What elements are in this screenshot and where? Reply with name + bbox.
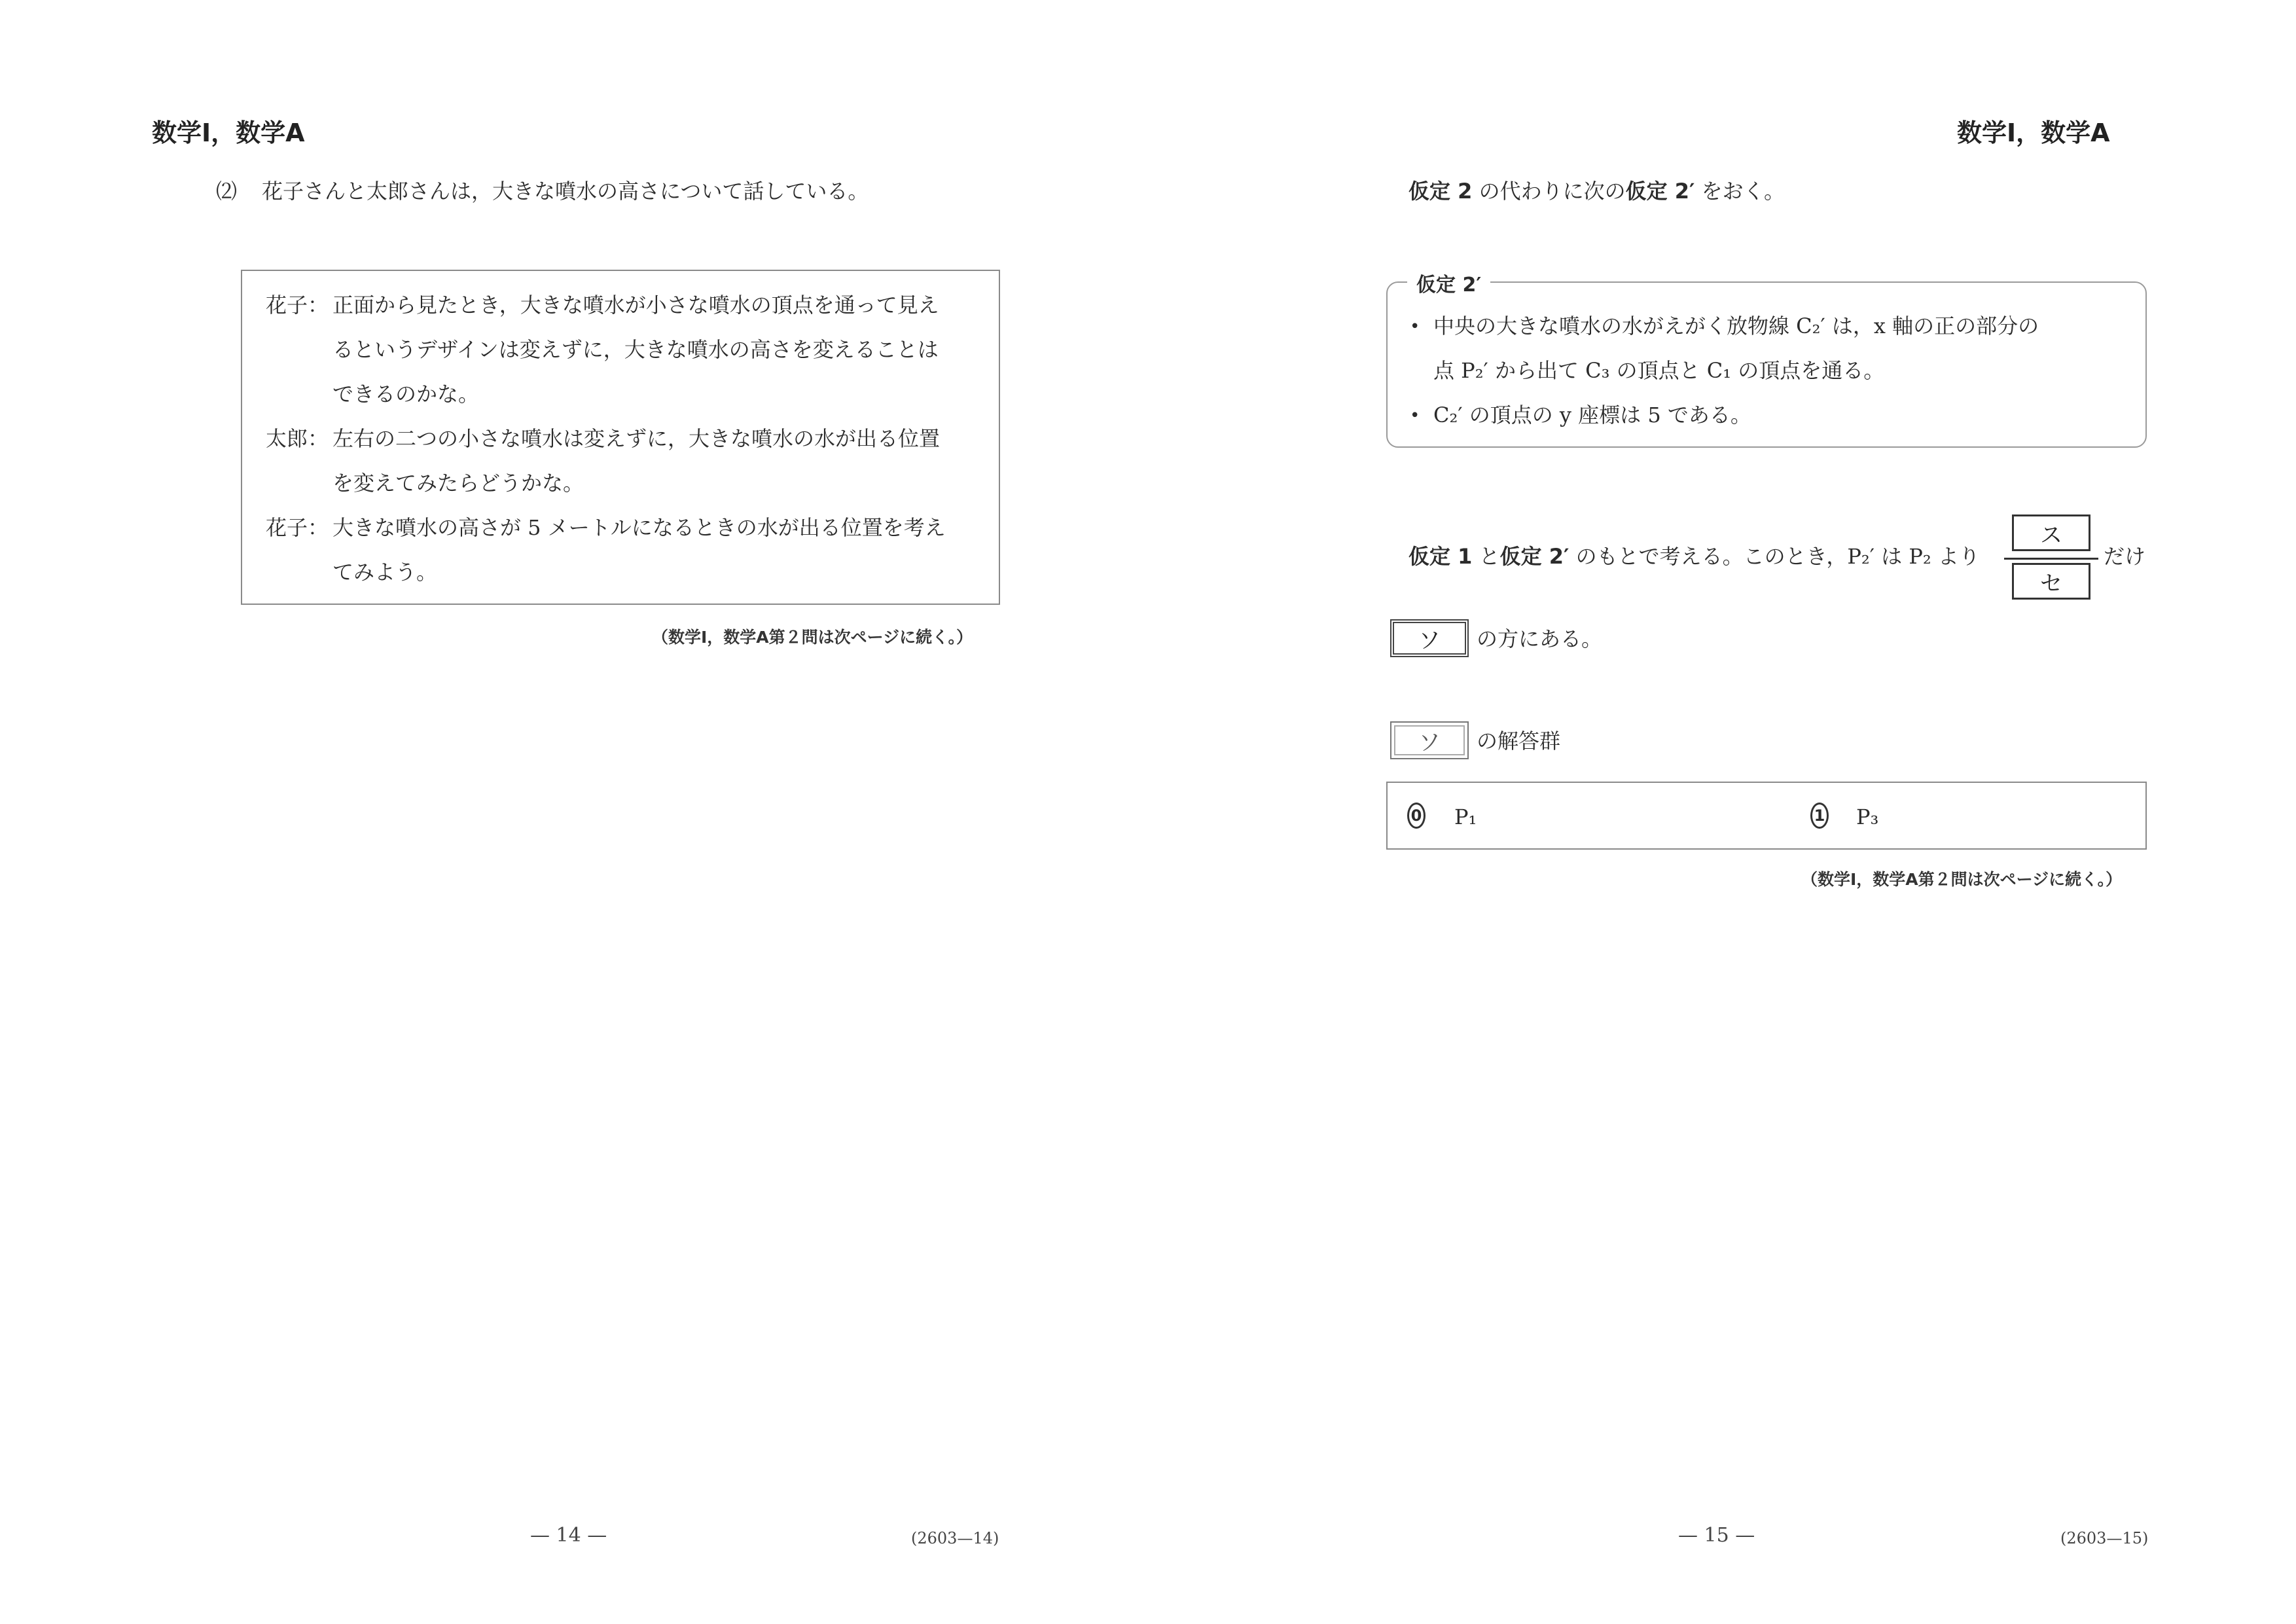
fraction-bar — [2004, 558, 2098, 560]
choice-1-text[interactable]: P₃ — [1856, 804, 1879, 829]
assumption-intro — [1408, 181, 1785, 202]
bold-term: 仮定 2′ — [1625, 179, 1695, 204]
answer-group-label: の解答群 — [1477, 729, 1561, 753]
right-page-header: 数学Ⅰ，数学A — [1957, 118, 2110, 147]
page-code: (2603—14) — [911, 1529, 999, 1547]
question-number: ⑵ — [216, 179, 238, 204]
choice-1-number[interactable]: 1 — [1810, 803, 1829, 829]
text: の代わりに次の — [1472, 179, 1626, 204]
choice-0-text[interactable]: P₁ — [1454, 804, 1477, 829]
assumption-title: 仮定 2′ — [1407, 268, 1490, 297]
assumption-line: 点 P₂′ から出て C₃ の頂点と C₁ の頂点を通る。 — [1433, 358, 1885, 383]
text: のもとで考える。このとき，P₂′ は P₂ より — [1569, 544, 1980, 569]
bullet: • — [1410, 406, 1420, 425]
question-intro: 花子さんと太郎さんは，大きな噴水の高さについて話している。 — [262, 179, 869, 204]
speaker-taro: 太郎： — [266, 426, 329, 451]
question-text — [1408, 546, 1980, 567]
question-text-end: だけ — [2104, 544, 2146, 569]
choices-box — [1386, 782, 2147, 850]
speaker-hanako: 花子： — [266, 515, 329, 540]
assumption-box — [1386, 274, 2147, 448]
continue-note: （数学Ⅰ，数学A第２問は次ページに続く。） — [1801, 870, 2123, 889]
page-number: — 14 — — [530, 1524, 607, 1547]
text: をおく。 — [1695, 179, 1785, 204]
bullet: • — [1410, 317, 1420, 336]
assumption-line: C₂′ の頂点の y 座標は 5 である。 — [1433, 403, 1751, 427]
answer-box-se[interactable]: セ — [2012, 563, 2090, 600]
dialogue-line: を変えてみたらどうかな。 — [332, 471, 584, 496]
question-text-line2: の方にある。 — [1477, 626, 1603, 651]
bold-term: 仮定 1 — [1408, 544, 1473, 569]
dialogue-line: てみよう。 — [332, 560, 438, 585]
dialogue-box — [241, 270, 1000, 605]
dialogue-line: 左右の二つの小さな噴水は変えずに，大きな噴水の水が出る位置 — [332, 426, 941, 451]
speaker-hanako: 花子： — [266, 293, 329, 317]
answer-box-so[interactable]: ソ — [1390, 619, 1469, 657]
continue-note: （数学Ⅰ，数学A第２問は次ページに続く。） — [652, 628, 973, 647]
text: と — [1472, 544, 1500, 569]
dialogue-line: 大きな噴水の高さが 5 メートルになるときの水が出る位置を考え — [332, 515, 946, 540]
dialogue-line: 正面から見たとき，大きな噴水が小さな噴水の頂点を通って見え — [332, 293, 939, 317]
answer-box-su[interactable]: ス — [2012, 514, 2090, 551]
bold-term: 仮定 2 — [1408, 179, 1473, 204]
left-page-header: 数学Ⅰ，数学A — [152, 118, 305, 147]
dialogue-line: るというデザインは変えずに，大きな噴水の高さを変えることは — [332, 337, 939, 362]
assumption-line: 中央の大きな噴水の水がえがく放物線 C₂′ は，x 軸の正の部分の — [1433, 314, 2039, 338]
choice-0-number[interactable]: 0 — [1407, 803, 1426, 829]
page-code: (2603—15) — [2060, 1529, 2149, 1547]
bold-term: 仮定 2′ — [1499, 544, 1570, 569]
page-number: — 15 — — [1678, 1524, 1755, 1547]
dialogue-line: できるのかな。 — [332, 382, 480, 406]
answer-group-box-so: ソ — [1390, 721, 1469, 759]
